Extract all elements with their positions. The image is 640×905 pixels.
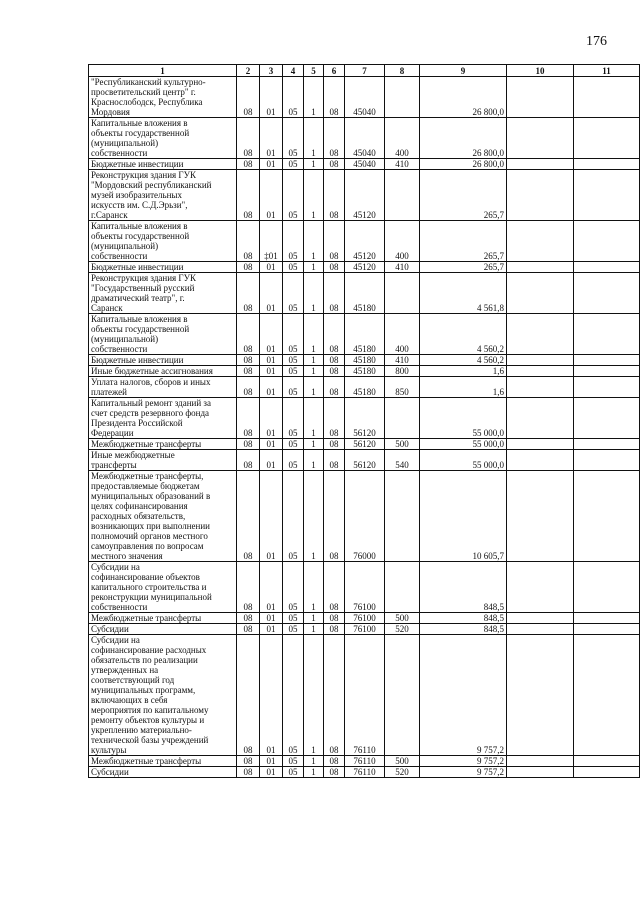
event-code: 08 [324,624,345,635]
program-code: 05 [283,314,304,355]
subsection-code: ‡01 [260,221,283,262]
subprogram-code: 1 [304,170,324,221]
subprogram-code: 1 [304,377,324,398]
table-row [89,77,640,118]
event-code: 08 [324,613,345,624]
table-row [89,767,640,778]
subprogram-code: 1 [304,314,324,355]
row-description: Иные бюджетные ассигнования [89,366,237,377]
section-code: 08 [237,314,260,355]
amount-col9: 55 000,0 [420,450,507,471]
amount-col10 [507,221,574,262]
subsection-code: 01 [260,450,283,471]
amount-col11 [574,624,640,635]
row-description: Межбюджетные трансферты [89,613,237,624]
amount-col9: 1,6 [420,366,507,377]
section-code: 08 [237,450,260,471]
amount-col11 [574,118,640,159]
table-row [89,635,640,756]
event-code: 08 [324,273,345,314]
subprogram-code: 1 [304,118,324,159]
amount-col11 [574,439,640,450]
table-row [89,471,640,562]
row-description: Субсидии [89,767,237,778]
target-article-code: 76100 [345,613,385,624]
event-code: 08 [324,118,345,159]
event-code: 08 [324,159,345,170]
amount-col9: 55 000,0 [420,439,507,450]
program-code: 05 [283,159,304,170]
subsection-code: 01 [260,77,283,118]
table-row [89,624,640,635]
header-cell: 9 [420,65,507,77]
amount-col9: 4 561,8 [420,273,507,314]
subsection-code: 01 [260,471,283,562]
row-description: Бюджетные инвестиции [89,159,237,170]
subprogram-code: 1 [304,355,324,366]
row-description: Капитальные вложения в объекты государственной (муниципальной) собственности [89,314,237,355]
row-description: Субсидии [89,624,237,635]
target-article-code: 45120 [345,262,385,273]
row-description: Уплата налогов, сборов и иных платежей [89,377,237,398]
amount-col9: 9 757,2 [420,767,507,778]
amount-col9: 9 757,2 [420,635,507,756]
expense-type-code: 400 [385,221,420,262]
program-code: 05 [283,262,304,273]
section-code: 08 [237,439,260,450]
amount-col10 [507,77,574,118]
amount-col11 [574,262,640,273]
row-description: Реконструкция здания ГУК "Государственный русский драматический театр", г. Саранск [89,273,237,314]
subsection-code: 01 [260,273,283,314]
target-article-code: 45180 [345,377,385,398]
table-row [89,221,640,262]
table-row [89,398,640,439]
subprogram-code: 1 [304,635,324,756]
amount-col11 [574,366,640,377]
row-description: Межбюджетные трансферты [89,439,237,450]
subprogram-code: 1 [304,273,324,314]
target-article-code: 45180 [345,273,385,314]
section-code: 08 [237,398,260,439]
event-code: 08 [324,366,345,377]
subsection-code: 01 [260,314,283,355]
row-description: Межбюджетные трансферты [89,756,237,767]
subsection-code: 01 [260,767,283,778]
event-code: 08 [324,767,345,778]
amount-col11 [574,77,640,118]
amount-col10 [507,398,574,439]
header-cell: 2 [237,65,260,77]
header-cell: 10 [507,65,574,77]
target-article-code: 56120 [345,450,385,471]
row-description: Реконструкция здания ГУК "Мордовский республиканский музей изобразительных искусств им. С.Д.Эрьзи", г.Саранск [89,170,237,221]
program-code: 05 [283,355,304,366]
amount-col11 [574,355,640,366]
amount-col10 [507,355,574,366]
amount-col9: 265,7 [420,170,507,221]
event-code: 08 [324,355,345,366]
target-article-code: 76110 [345,635,385,756]
amount-col9: 265,7 [420,221,507,262]
subprogram-code: 1 [304,450,324,471]
amount-col10 [507,439,574,450]
expense-type-code [385,635,420,756]
expense-type-code: 500 [385,439,420,450]
section-code: 08 [237,170,260,221]
subsection-code: 01 [260,635,283,756]
section-code: 08 [237,221,260,262]
expense-type-code: 520 [385,624,420,635]
header-cell: 6 [324,65,345,77]
amount-col9: 9 757,2 [420,756,507,767]
amount-col10 [507,159,574,170]
table-row [89,159,640,170]
amount-col11 [574,170,640,221]
amount-col9: 4 560,2 [420,355,507,366]
subsection-code: 01 [260,756,283,767]
amount-col10 [507,471,574,562]
amount-col10 [507,118,574,159]
event-code: 08 [324,439,345,450]
amount-col9: 55 000,0 [420,398,507,439]
expense-type-code: 520 [385,767,420,778]
expense-type-code [385,77,420,118]
program-code: 05 [283,635,304,756]
subsection-code: 01 [260,398,283,439]
program-code: 05 [283,450,304,471]
subsection-code: 01 [260,624,283,635]
header-cell: 7 [345,65,385,77]
subprogram-code: 1 [304,262,324,273]
amount-col10 [507,273,574,314]
subsection-code: 01 [260,613,283,624]
expense-type-code: 410 [385,262,420,273]
amount-col9: 848,5 [420,562,507,613]
section-code: 08 [237,366,260,377]
table-row [89,273,640,314]
subprogram-code: 1 [304,398,324,439]
amount-col9: 26 800,0 [420,159,507,170]
event-code: 08 [324,450,345,471]
event-code: 08 [324,635,345,756]
subprogram-code: 1 [304,366,324,377]
event-code: 08 [324,170,345,221]
program-code: 05 [283,562,304,613]
program-code: 05 [283,170,304,221]
program-code: 05 [283,398,304,439]
amount-col11 [574,398,640,439]
target-article-code: 45120 [345,221,385,262]
subsection-code: 01 [260,366,283,377]
event-code: 08 [324,562,345,613]
subprogram-code: 1 [304,613,324,624]
amount-col9: 1,6 [420,377,507,398]
section-code: 08 [237,273,260,314]
row-description: Капитальные вложения в объекты государственной (муниципальной) собственности [89,118,237,159]
expense-type-code: 410 [385,159,420,170]
table-row [89,756,640,767]
amount-col10 [507,562,574,613]
header-cell: 11 [574,65,640,77]
table-row [89,366,640,377]
program-code: 05 [283,613,304,624]
subsection-code: 01 [260,355,283,366]
target-article-code: 45180 [345,366,385,377]
program-code: 05 [283,756,304,767]
target-article-code: 45040 [345,118,385,159]
budget-table [88,64,640,778]
row-description: Бюджетные инвестиции [89,262,237,273]
subprogram-code: 1 [304,77,324,118]
amount-col11 [574,756,640,767]
program-code: 05 [283,471,304,562]
event-code: 08 [324,314,345,355]
page-number: 176 [586,34,607,49]
row-description: Бюджетные инвестиции [89,355,237,366]
subprogram-code: 1 [304,767,324,778]
expense-type-code: 540 [385,450,420,471]
amount-col11 [574,471,640,562]
section-code: 08 [237,262,260,273]
subprogram-code: 1 [304,624,324,635]
header-cell: 5 [304,65,324,77]
subsection-code: 01 [260,377,283,398]
section-code: 08 [237,77,260,118]
row-description: Субсидии на софинансирование объектов капитального строительства и реконструкции муниципальной собственности [89,562,237,613]
event-code: 08 [324,756,345,767]
amount-col11 [574,613,640,624]
amount-col10 [507,767,574,778]
section-code: 08 [237,159,260,170]
row-description: "Республиканский культурно- просветительский центр" г. Краснослободск, Республика Мордовия [89,77,237,118]
amount-col10 [507,377,574,398]
amount-col9: 848,5 [420,624,507,635]
event-code: 08 [324,221,345,262]
target-article-code: 76110 [345,756,385,767]
target-article-code: 45180 [345,314,385,355]
table-row [89,262,640,273]
target-article-code: 76110 [345,767,385,778]
header-cell: 1 [89,65,237,77]
amount-col11 [574,159,640,170]
target-article-code: 45040 [345,159,385,170]
section-code: 08 [237,635,260,756]
amount-col10 [507,635,574,756]
program-code: 05 [283,377,304,398]
section-code: 08 [237,613,260,624]
amount-col9: 265,7 [420,262,507,273]
amount-col10 [507,613,574,624]
amount-col9: 848,5 [420,613,507,624]
header-cell: 4 [283,65,304,77]
amount-col10 [507,314,574,355]
program-code: 05 [283,273,304,314]
table-row [89,562,640,613]
header-cell: 3 [260,65,283,77]
expense-type-code: 410 [385,355,420,366]
target-article-code: 76100 [345,562,385,613]
event-code: 08 [324,262,345,273]
table-row [89,439,640,450]
row-description: Субсидии на софинансирование расходных обязательств по реализации утвержденных на соответствующий год муниципальных программ, включающих в себя мероприятия по капитальному ремонту объектов культуры и укреплению материально- технической базы учреждений культуры [89,635,237,756]
target-article-code: 45120 [345,170,385,221]
expense-type-code [385,398,420,439]
event-code: 08 [324,471,345,562]
subprogram-code: 1 [304,756,324,767]
amount-col11 [574,767,640,778]
amount-col11 [574,377,640,398]
amount-col10 [507,262,574,273]
row-description: Капитальные вложения в объекты государственной (муниципальной) собственности [89,221,237,262]
amount-col11 [574,273,640,314]
event-code: 08 [324,398,345,439]
amount-col11 [574,221,640,262]
row-description: Иные межбюджетные трансферты [89,450,237,471]
expense-type-code: 800 [385,366,420,377]
amount-col9: 26 800,0 [420,77,507,118]
expense-type-code: 500 [385,613,420,624]
expense-type-code [385,562,420,613]
table-row [89,118,640,159]
section-code: 08 [237,756,260,767]
expense-type-code [385,273,420,314]
table-row [89,314,640,355]
row-description: Капитальный ремонт зданий за счет средств резервного фонда Президента Российской Федерации [89,398,237,439]
program-code: 05 [283,221,304,262]
table-row [89,170,640,221]
target-article-code: 76100 [345,624,385,635]
subsection-code: 01 [260,170,283,221]
table-row [89,613,640,624]
amount-col11 [574,635,640,756]
subprogram-code: 1 [304,471,324,562]
expense-type-code: 400 [385,118,420,159]
amount-col10 [507,366,574,377]
expense-type-code: 500 [385,756,420,767]
section-code: 08 [237,377,260,398]
subsection-code: 01 [260,262,283,273]
amount-col10 [507,624,574,635]
table-row [89,450,640,471]
expense-type-code [385,170,420,221]
program-code: 05 [283,767,304,778]
amount-col9: 4 560,2 [420,314,507,355]
header-cell: 8 [385,65,420,77]
section-code: 08 [237,767,260,778]
event-code: 08 [324,77,345,118]
amount-col10 [507,756,574,767]
section-code: 08 [237,355,260,366]
amount-col10 [507,450,574,471]
program-code: 05 [283,439,304,450]
program-code: 05 [283,624,304,635]
amount-col9: 10 605,7 [420,471,507,562]
target-article-code: 56120 [345,439,385,450]
target-article-code: 56120 [345,398,385,439]
table-row [89,377,640,398]
program-code: 05 [283,77,304,118]
amount-col9: 26 800,0 [420,118,507,159]
amount-col10 [507,170,574,221]
subprogram-code: 1 [304,439,324,450]
target-article-code: 45180 [345,355,385,366]
amount-col11 [574,314,640,355]
expense-type-code [385,471,420,562]
target-article-code: 76000 [345,471,385,562]
section-code: 08 [237,118,260,159]
subsection-code: 01 [260,118,283,159]
program-code: 05 [283,366,304,377]
amount-col11 [574,562,640,613]
target-article-code: 45040 [345,77,385,118]
row-description: Межбюджетные трансферты, предоставляемые бюджетам муниципальных образований в целях софинансирования расходных обязательств, возникающих при выполнении полномочий органов местного самоуправления по вопросам местного значения [89,471,237,562]
subsection-code: 01 [260,159,283,170]
subprogram-code: 1 [304,159,324,170]
event-code: 08 [324,377,345,398]
program-code: 05 [283,118,304,159]
subprogram-code: 1 [304,221,324,262]
subsection-code: 01 [260,562,283,613]
section-code: 08 [237,562,260,613]
table-header-row [89,65,640,77]
table-row [89,355,640,366]
subprogram-code: 1 [304,562,324,613]
subsection-code: 01 [260,439,283,450]
section-code: 08 [237,471,260,562]
section-code: 08 [237,624,260,635]
amount-col11 [574,450,640,471]
expense-type-code: 850 [385,377,420,398]
expense-type-code: 400 [385,314,420,355]
